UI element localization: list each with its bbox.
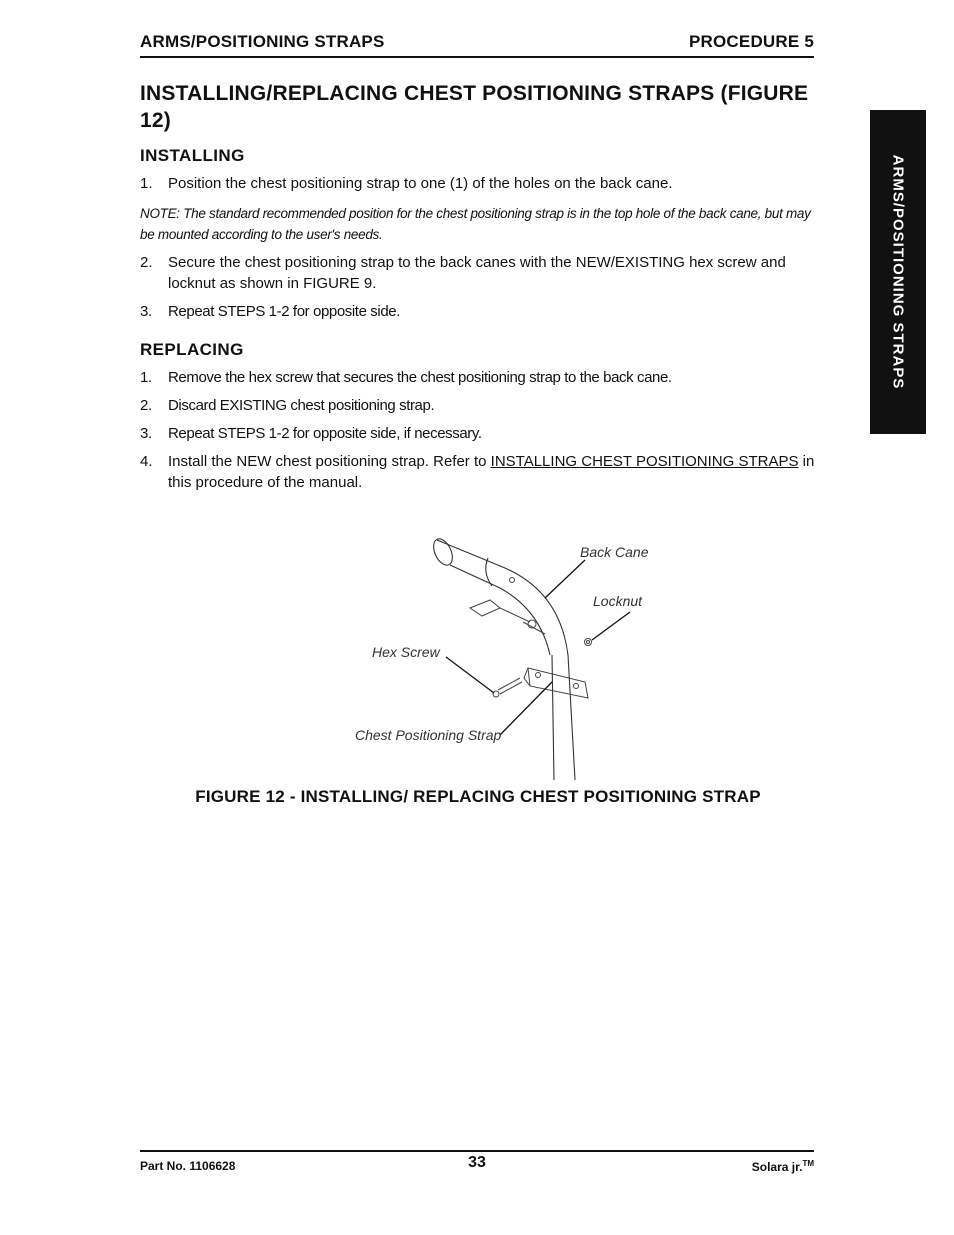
replacing-step-4 <box>140 451 816 493</box>
step-number: 1. <box>140 369 152 386</box>
footer-page-number: 33 <box>468 1154 486 1171</box>
step-text: Repeat STEPS 1-2 for opposite side. <box>168 303 400 320</box>
strap-bracket <box>524 668 588 698</box>
replacing-heading: REPLACING <box>140 340 244 359</box>
main-content <box>140 80 816 493</box>
page-title: INSTALLING/REPLACING CHEST POSITIONING STRAPS (FIGURE 12) <box>140 82 809 132</box>
figure-caption: FIGURE 12 - INSTALLING/ REPLACING CHEST POSITIONING STRAP <box>195 787 761 806</box>
label-locknut: Locknut <box>593 593 643 609</box>
step-text: Repeat STEPS 1-2 for opposite side, if necessary. <box>168 425 482 442</box>
installing-steps-continued <box>140 252 816 322</box>
callout-back-cane <box>545 560 585 598</box>
callout-lines <box>446 560 630 735</box>
trademark-mark: TM <box>802 1159 814 1168</box>
installing-steps <box>140 173 816 194</box>
step-number: 2. <box>140 254 153 271</box>
installing-step-1 <box>140 173 816 194</box>
step-number: 2. <box>140 397 152 414</box>
installing-step-2 <box>140 252 816 294</box>
figure-12 <box>340 530 680 785</box>
page-header <box>140 30 814 58</box>
back-cane-tube <box>430 536 575 780</box>
replacing-step-1 <box>140 367 816 388</box>
hex-screw <box>493 678 522 697</box>
locknut <box>585 639 592 646</box>
step-text-end: in this procedure of the manual. <box>168 453 815 491</box>
side-section-tab <box>870 110 926 434</box>
installing-heading: INSTALLING <box>140 146 245 165</box>
step-number: 1. <box>140 175 153 192</box>
header-procedure: PROCEDURE 5 <box>688 32 814 51</box>
step-number: 3. <box>140 425 152 442</box>
footer-brand-name: Solara jr. <box>751 1160 803 1174</box>
installing-step-3 <box>140 301 816 322</box>
installing-note: NOTE: The standard recommended position for the chest positioning strap is in the top hole of the back cane, but may be mounted according to the user's needs. <box>140 206 811 242</box>
step-text-start: Install the NEW chest positioning strap. Refer to <box>168 453 491 470</box>
step-text: Secure the chest positioning strap to the back canes with the NEW/EXISTING hex screw and locknut as shown in FIGURE 9. <box>168 254 786 292</box>
label-hex-screw: Hex Screw <box>372 644 440 660</box>
footer-part-number: Part No. 1106628 <box>140 1159 236 1173</box>
footer-brand <box>752 1159 814 1174</box>
replacing-step-2 <box>140 395 816 416</box>
replacing-step-3 <box>140 423 816 444</box>
side-tab-label: ARMS/POSITIONING STRAPS <box>889 154 907 390</box>
replacing-steps <box>140 367 816 493</box>
page-footer <box>140 1150 814 1176</box>
step-number: 3. <box>140 303 152 320</box>
step-text: Remove the hex screw that secures the chest positioning strap to the back cane. <box>168 369 672 386</box>
step-text: Discard EXISTING chest positioning strap. <box>168 397 435 414</box>
step-text: Position the chest positioning strap to one (1) of the holes on the back cane. <box>168 175 673 192</box>
header-section-title: ARMS/POSITIONING STRAPS <box>140 32 385 51</box>
step-number: 4. <box>140 453 153 470</box>
callout-hex-screw <box>446 657 494 693</box>
callout-locknut <box>592 612 630 640</box>
cross-reference-link[interactable]: INSTALLING CHEST POSITIONING STRAPS <box>490 453 799 470</box>
label-chest-positioning-strap: Chest Positioning Strap <box>355 727 502 743</box>
label-back-cane: Back Cane <box>580 544 649 560</box>
